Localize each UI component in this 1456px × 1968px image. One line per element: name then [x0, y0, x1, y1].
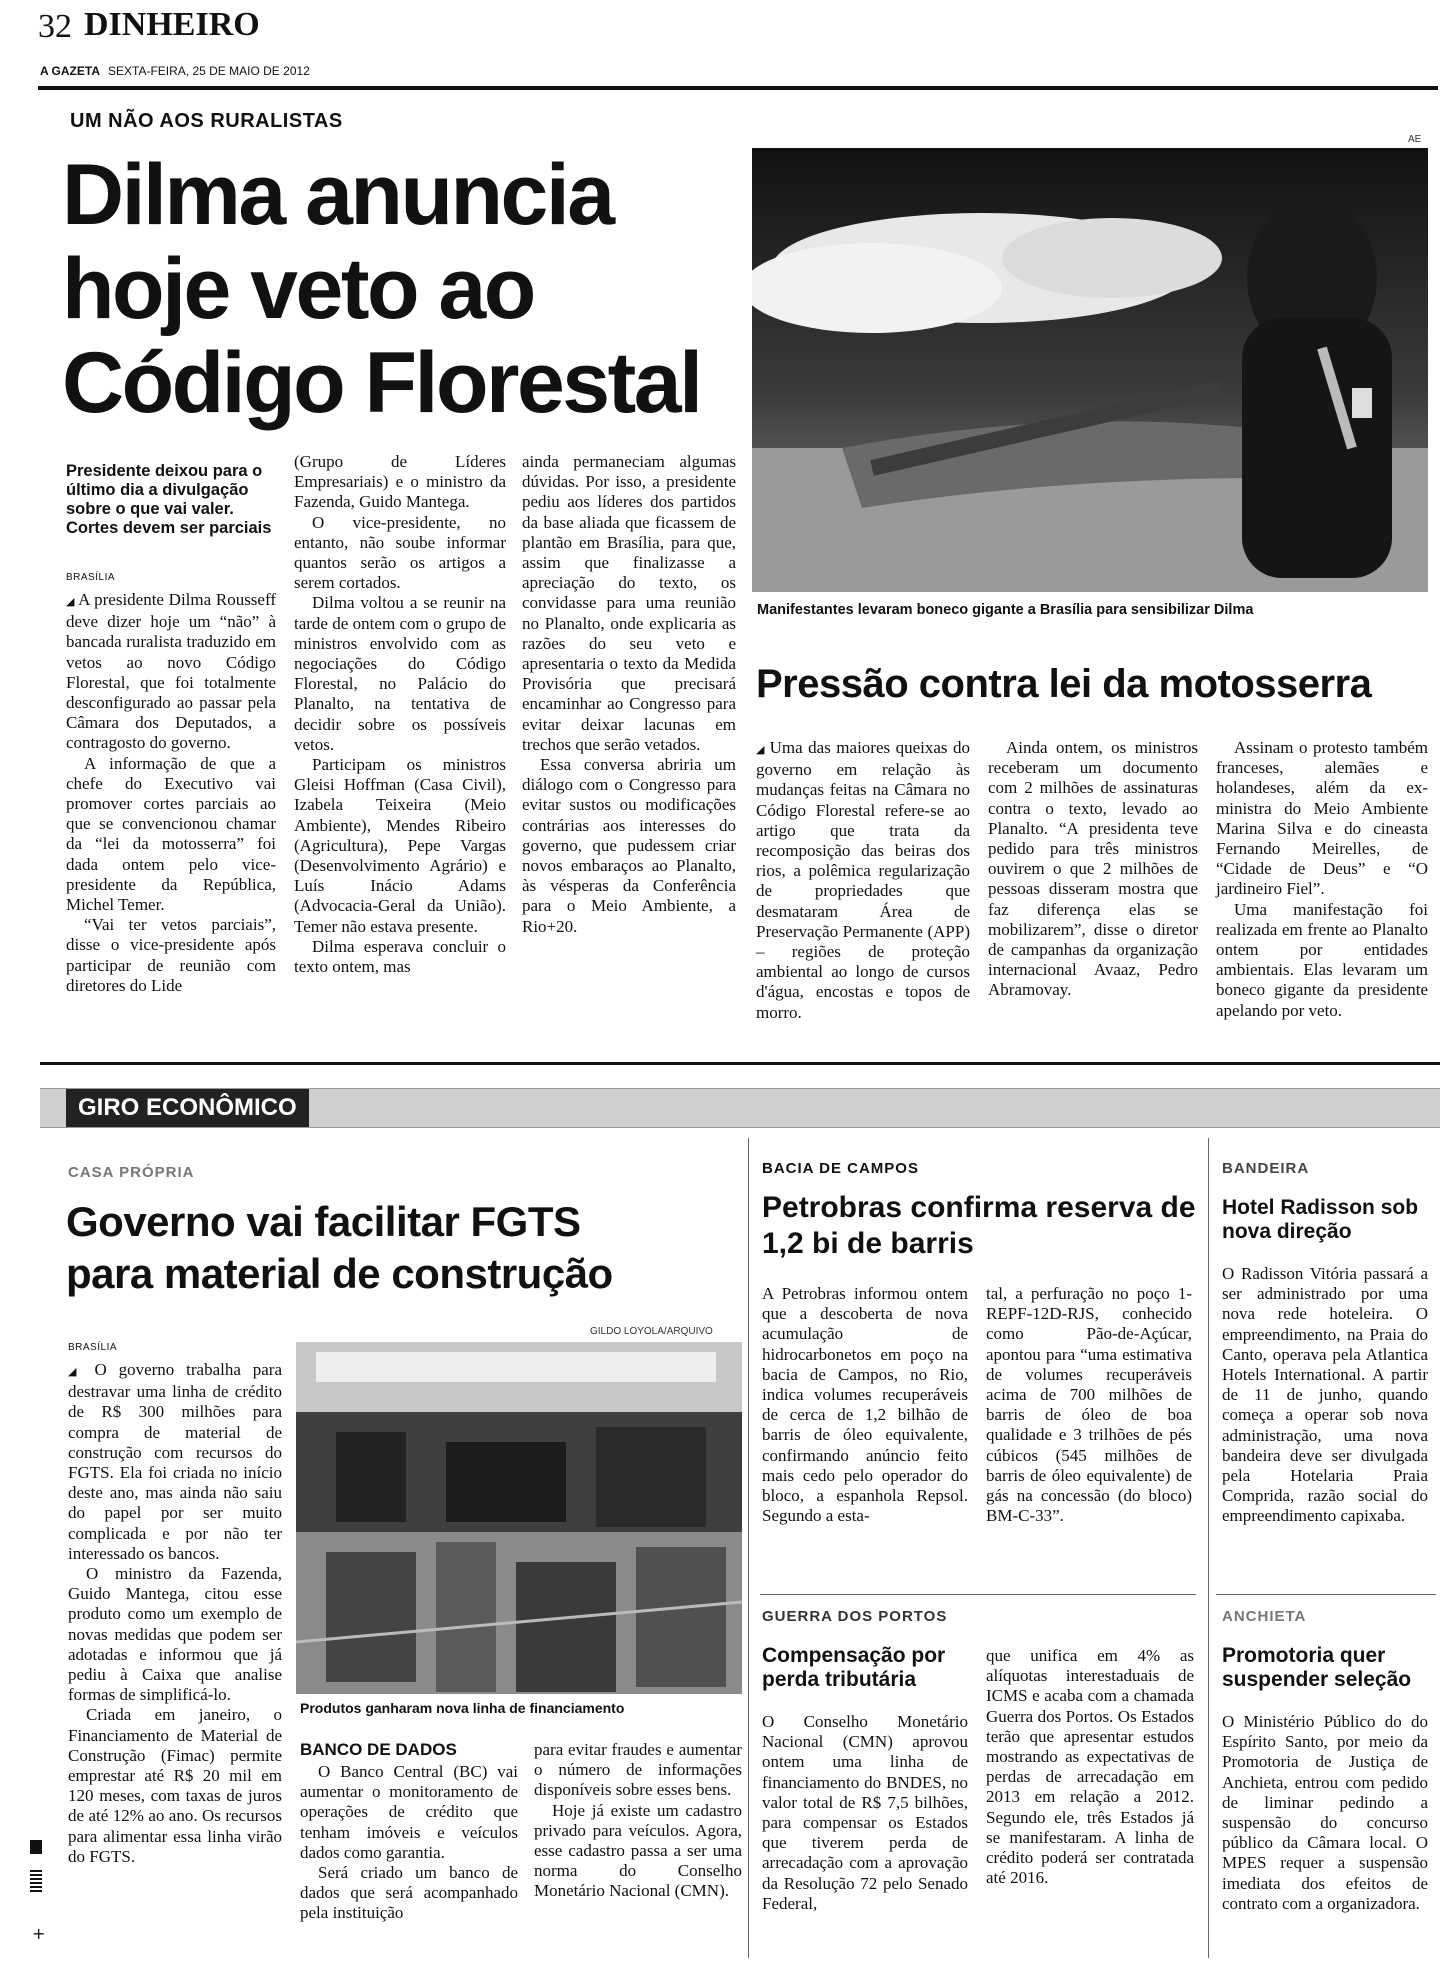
bandeira-headline: Hotel Radisson sob nova direção: [1222, 1196, 1419, 1243]
lead-photo-credit: AE: [1408, 134, 1422, 145]
giro-label-box: [66, 1089, 309, 1127]
giro-hdivider-far-right: [1216, 1594, 1436, 1595]
guerra-column-1: [762, 1712, 968, 1914]
lead-photo-caption: Manifestantes levaram boneco gigante a Brasília para sensibilizar Dilma: [757, 602, 1254, 618]
casa-kicker: CASA PRÓPRIA: [68, 1164, 195, 1181]
giro-top-rule: [40, 1062, 1440, 1065]
casa-paragraph: Criada em janeiro, o Financiamento de Material de Construção (Fimac) permite emprestar até R$ 20 mil em 120 meses, com taxas de juros de até 12% ao ano. Os recursos para alimentar essa linha virão do FGTS.: [68, 1705, 282, 1866]
banco-paragraph: para evitar fraudes e aumentar o número de informações disponíveis sobre esses bens.: [534, 1740, 742, 1800]
bacia-headline: Petrobras confirma reserva de 1,2 bi de barris: [762, 1191, 1196, 1260]
giro-label: GIRO ECONÔMICO: [78, 1094, 297, 1121]
casa-headline-line: para material de construção: [66, 1250, 613, 1297]
guerra-paragraph: O Conselho Monetário Nacional (CMN) aprovou ontem uma linha de financiamento do BNDES, no valor total de R$ 7,5 bilhões, para compensar os Estados que tiverem perda de arrecadação com a aprovação da Resolução 72 pelo Senado Federal,: [762, 1712, 968, 1913]
masthead-rule: [38, 86, 1438, 90]
lead-headline-line: hoje veto ao: [62, 241, 534, 337]
sidebar-paragraph: Uma manifestação foi realizada em frente ao Planalto ontem por entidades ambientais. Elas levaram um boneco gigante da presidente apelando por veto.: [1216, 899, 1428, 1020]
bandeira-paragraph: O Radisson Vitória passará a ser administrado por uma nova rede hoteleira. O empreendimento, na Praia do Canto, operava pela Atlantica Hotels International. A partir de 11 de junho, quando começa a operar sob nova administração, uma nova bandeira deve ser divulgada pela Hotelaria Praia Comprida, razão social do empreendimento capixaba.: [1222, 1264, 1428, 1526]
bacia-kicker: BACIA DE CAMPOS: [762, 1160, 919, 1177]
lead-paragraph: Participam os ministros Gleisi Hoffman (Casa Civil), Izabela Teixeira (Meio Ambiente), Mendes Ribeiro (Agricultura), Pepe Vargas (Desenvolvimento Agrário) e Luís Inácio Adams (Advocacia-Geral da União). Temer não estava presente.: [294, 755, 506, 936]
lead-paragraph: Essa conversa abriria um diálogo com o Congresso para evitar sustos ou modificações contrárias aos interesses do governo, que pudessem criar novos embaraços ao Planalto, às vésperas da Conferência para o Meio Ambiente, a Rio+20.: [522, 755, 736, 936]
guerra-paragraph: que unifica em 4% as alíquotas interestaduais de ICMS e acaba com a chamada Guerra dos Portos. Os Estados terão que apresentar estudos mostrando as expectativas de perdas de arrecadação em 2013 em relação a 2012. Segundo ele, três Estados já se manifestaram. A linha de crédito poderá ser contratada até 2016.: [986, 1646, 1194, 1888]
registration-mark-icon: [30, 1840, 42, 1854]
section-title: DINHEIRO: [84, 6, 260, 43]
lead-dateline: BRASÍLIA: [66, 572, 116, 583]
lead-deck: Presidente deixou para o último dia a divulgação sobre o que vai valer. Cortes devem ser parciais: [66, 462, 272, 537]
guerra-kicker: GUERRA DOS PORTOS: [762, 1608, 948, 1625]
lead-paragraph: “Vai ter vetos parciais”, disse o vice-presidente após participar de reunião com diretores do Lide: [66, 915, 276, 995]
casa-photo: [296, 1342, 742, 1694]
banco-paragraph: Será criado um banco de dados que será acompanhado pela instituição: [300, 1863, 518, 1923]
banco-column-1: [300, 1762, 518, 1924]
anchieta-headline: Promotoria quer suspender seleção: [1222, 1644, 1412, 1691]
lead-paragraph: ◢ A presidente Dilma Rousseff deve dizer hoje um “não” à bancada ruralista traduzido em vetos ao novo Código Florestal, que foi totalmente desconfigurado ao passar pela Câmara dos Deputados, a contragosto do governo.: [66, 590, 276, 753]
lead-kicker: UM NÃO AOS RURALISTAS: [70, 110, 343, 132]
sidebar-column-1: [756, 738, 970, 1023]
anchieta-column: [1222, 1712, 1428, 1914]
lead-column-3: [522, 452, 736, 937]
lead-paragraph: (Grupo de Líderes Empresariais) e o ministro da Fazenda, Guido Mantega.: [294, 452, 506, 512]
lead-headline-line: Código Florestal: [62, 335, 701, 431]
lead-photo: [752, 148, 1428, 592]
casa-paragraph: O ministro da Fazenda, Guido Mantega, citou esse produto como um exemplo de novas medidas que podem ser adotadas e informou que já pediu à Caixa que analise formas de simplificá-lo.: [68, 1564, 282, 1705]
bandeira-column: [1222, 1264, 1428, 1527]
sidebar-column-2: [988, 738, 1198, 1001]
casa-column-1: [68, 1360, 282, 1867]
giro-divider-2: [1208, 1138, 1209, 1958]
lead-column-1: [66, 590, 276, 996]
masthead-date: SEXTA-FEIRA, 25 DE MAIO DE 2012: [108, 64, 310, 78]
sidebar-paragraph: Assinam o protesto também franceses, alemães e holandeses, além da ex-ministra do Meio Ambiente Marina Silva e do cineasta Fernando Meirelles, de “Cidade de Deus” e “O jardineiro Fiel”.: [1216, 738, 1428, 899]
casa-paragraph: ◢ O governo trabalha para destravar uma linha de crédito de R$ 300 milhões para compra de material de construção com recursos do FGTS. Ela foi criada no início deste ano, mas ainda não saiu do papel por ser muito complicada e por não ter interessado os bancos.: [68, 1360, 282, 1563]
casa-photo-credit: GILDO LOYOLA/ARQUIVO: [590, 1326, 713, 1337]
sidebar-paragraph: Ainda ontem, os ministros receberam um documento com 2 milhões de assinaturas contra o texto, levado ao Planalto. “A presidenta teve pedido para três ministros ouvirem o que 2 milhões de pessoas disseram mostra que faz diferença elas se mobilizarem”, disse o diretor de campanhas da organização internacional Avaaz, Pedro Abramovay.: [988, 738, 1198, 1000]
lead-headline: [62, 148, 752, 430]
lead-paragraph: O vice-presidente, no entanto, não soube informar quantos serão os artigos a serem cortados.: [294, 512, 506, 593]
bacia-column-1: [762, 1284, 968, 1526]
guerra-headline: Compensação por perda tributária: [762, 1644, 946, 1691]
lead-photo-image: [752, 148, 1428, 592]
lead-paragraph: Dilma esperava concluir o texto ontem, mas: [294, 936, 506, 977]
sidebar-paragraph: ◢ Uma das maiores queixas do governo em relação às mudanças feitas na Câmara no Código Florestal refere-se ao artigo que trata da recomposição das beiras dos rios, a polêmica regularização de propriedades que desmataram Área de Preservação Permanente (APP) – regiões de proteção ambiental ao longo de cursos d'água, encostas e topos de morro.: [756, 738, 970, 1022]
casa-photo-caption: Produtos ganharam nova linha de financiamento: [300, 1700, 625, 1716]
casa-photo-image: [296, 1342, 742, 1694]
bacia-paragraph: A Petrobras informou ontem que a descoberta de nova acumulação de hidrocarbonetos em poço na bacia de Campos, no Rio, indica volumes recuperáveis de cerca de 1,2 bilhão de barris de óleo equivalente, confirmando anúncio feito mais cedo pelo operador do bloco, a espanhola Repsol. Segundo a esta-: [762, 1284, 968, 1526]
banco-title: BANCO DE DADOS: [300, 1740, 457, 1759]
banco-paragraph: Hoje já existe um cadastro privado para veículos. Agora, esse cadastro passa a ser uma norma do Conselho Monetário Nacional (CMN).: [534, 1800, 742, 1901]
page-number: 32: [38, 8, 72, 45]
lead-column-2: [294, 452, 506, 977]
masthead-paper-name: A GAZETA: [40, 64, 100, 78]
paragraph-marker-icon: ◢: [756, 744, 770, 756]
casa-headline-line: Governo vai facilitar FGTS: [66, 1198, 581, 1245]
anchieta-kicker: ANCHIETA: [1222, 1608, 1307, 1625]
paragraph-marker-icon: ◢: [68, 1366, 95, 1378]
lead-paragraph: A informação de que a chefe do Executivo vai promover cortes parciais ao que se convencionou chamar da “lei da motosserra” foi dada ontem pelo vice-presidente da República, Michel Temer.: [66, 753, 276, 915]
casa-dateline: BRASÍLIA: [68, 1342, 118, 1353]
giro-divider-1: [748, 1138, 749, 1958]
giro-bar: [40, 1088, 1440, 1128]
guerra-column-2: [986, 1646, 1194, 1888]
bandeira-kicker: BANDEIRA: [1222, 1160, 1310, 1177]
bacia-column-2: [986, 1284, 1192, 1526]
paragraph-marker-icon: ◢: [66, 596, 79, 608]
casa-headline: [66, 1196, 746, 1300]
crosshair-icon: +: [32, 1924, 46, 1943]
bacia-paragraph: tal, a perfuração no poço 1-REPF-12D-RJS, conhecido como Pão-de-Açúcar, apontou para “uma estimativa de volumes recuperáveis acima de 700 milhões de barris de óleo de boa qualidade e 3 trilhões de pés cúbicos (545 milhões de barris de óleo equivalente) de gás na concessão (do bloco) BM-C-33”.: [986, 1284, 1192, 1526]
lead-headline-line: Dilma anuncia: [62, 147, 613, 243]
banco-paragraph: O Banco Central (BC) vai aumentar o monitoramento de operações de crédito que tenham imóveis e veículos dados como garantia.: [300, 1762, 518, 1862]
banco-column-2: [534, 1740, 742, 1902]
lead-paragraph: ainda permaneciam algumas dúvidas. Por isso, a presidente pediu aos líderes dos partidos da base aliada que ficassem de plantão em Brasília, para que, assim que finalizasse a apreciação do texto, os convidasse para uma reunião no Planalto, onde explicaria as razões do seu veto e apresentaria o texto da Medida Provisória que precisará encaminhar ao Congresso para evitar deixar lacunas em trechos que serão vetados.: [522, 452, 736, 754]
sidebar-headline: Pressão contra lei da motosserra: [756, 662, 1372, 706]
giro-hdivider-right: [760, 1594, 1196, 1595]
sidebar-column-3: [1216, 738, 1428, 1021]
lead-paragraph: Dilma voltou a se reunir na tarde de ontem com o grupo de ministros envolvido com as negociações do Código Florestal, no Palácio do Planalto, na tentativa de decidir sobre os possíveis vetos.: [294, 593, 506, 754]
anchieta-paragraph: O Ministério Público do do Espírito Santo, por meio da Promotoria de Justiça de Anchieta, entrou com pedido de liminar pedindo a suspensão do concurso público da Câmara local. O MPES requer a suspensão imediata dos efeitos de contrato com a organizadora.: [1222, 1712, 1428, 1913]
registration-mark-icon: [30, 1870, 42, 1892]
